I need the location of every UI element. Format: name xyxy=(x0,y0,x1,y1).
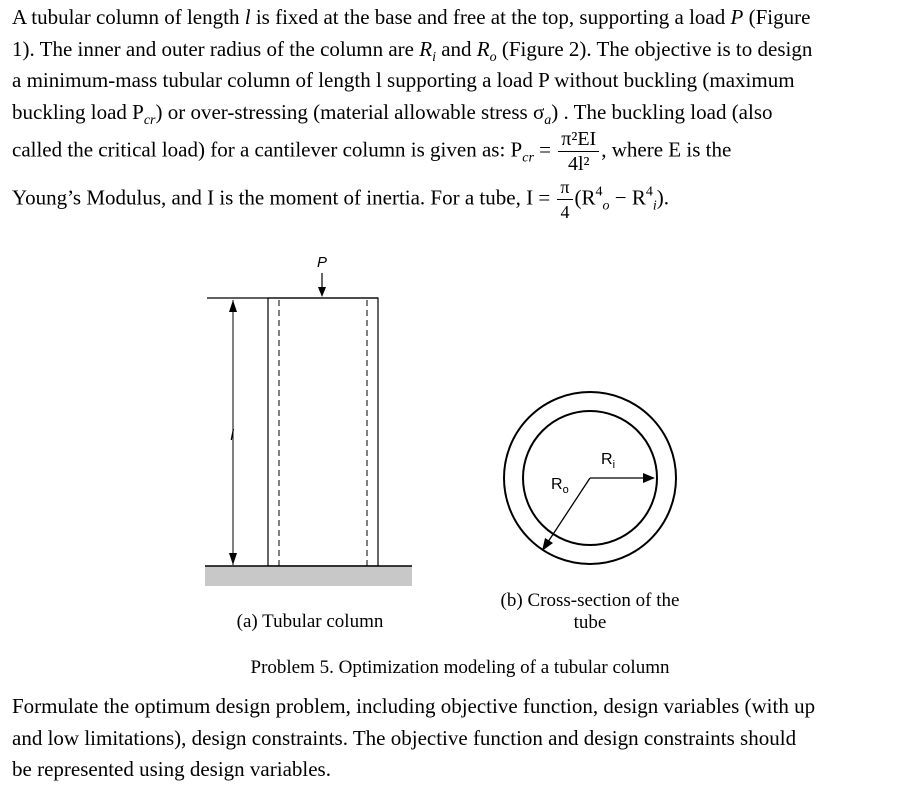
tube-cross-section xyxy=(504,392,676,564)
column-outline xyxy=(268,298,378,566)
outer-radius-arrowhead xyxy=(542,538,553,551)
length-arrow-top xyxy=(229,300,237,312)
outer-radius-label: $R_o$ xyxy=(551,476,569,496)
task-statement xyxy=(12,691,897,786)
fixed-base-ground xyxy=(205,566,412,586)
problem-caption: Problem 5. Optimization modeling of a tubular column xyxy=(250,657,670,678)
problem-line-2: 1). The inner and outer radius of the column are $R_i$ and $R_o$ (Figure 2). The objective is to design xyxy=(12,36,813,65)
task-line-3: be represented using design variables. xyxy=(12,757,331,781)
load-label: P xyxy=(316,254,328,271)
task-line-2: and low limitations), design constraints. The objective function and design constraints should xyxy=(12,725,797,750)
inner-radius-arrowhead xyxy=(643,473,655,483)
moment-inertia-formula-line: Young’s Modulus, and I is the moment of inertia. For a tube, I = $\frac{\pi}{4}$ $(R^4_o - R^4_i)$. xyxy=(12,177,670,222)
figure xyxy=(0,240,918,660)
caption-tubular-column: (a) Tubular column xyxy=(236,611,384,632)
critical-load-fraction: $\frac{\text{π²EI}}{\text{4l²}}$ xyxy=(558,128,599,175)
pi-over-four-fraction: $\frac{\pi}{4}$ xyxy=(557,176,572,223)
critical-load-formula-line: called the critical load) for a cantilever column is given as: $P_{cr}$ = $\frac{\text{π²EI}}{\text{4l²}}$ , where E is the xyxy=(12,128,732,175)
length-arrow-bottom xyxy=(229,553,237,565)
problem-statement xyxy=(12,2,897,224)
length-label: l xyxy=(230,427,234,444)
inner-radius-label: $R_i$ xyxy=(601,451,616,471)
problem-line-4: buckling load $P_{cr}$) or over-stressing (material allowable stress $\sigma_a$) . The buckling load (also xyxy=(12,99,773,128)
task-line-1: Formulate the optimum design problem, including objective function, design variables (with up xyxy=(12,694,816,718)
problem-line-3: a minimum-mass tubular column of length l supporting a load P without buckling (maximum xyxy=(12,68,795,92)
tubular-column-drawing xyxy=(205,254,412,586)
problem-line-1: A tubular column of length l is fixed at the base and free at the top, supporting a load P (Figure xyxy=(12,5,811,29)
caption-cross-section: (b) Cross-section of the tube xyxy=(500,590,680,633)
load-arrowhead xyxy=(318,287,326,297)
